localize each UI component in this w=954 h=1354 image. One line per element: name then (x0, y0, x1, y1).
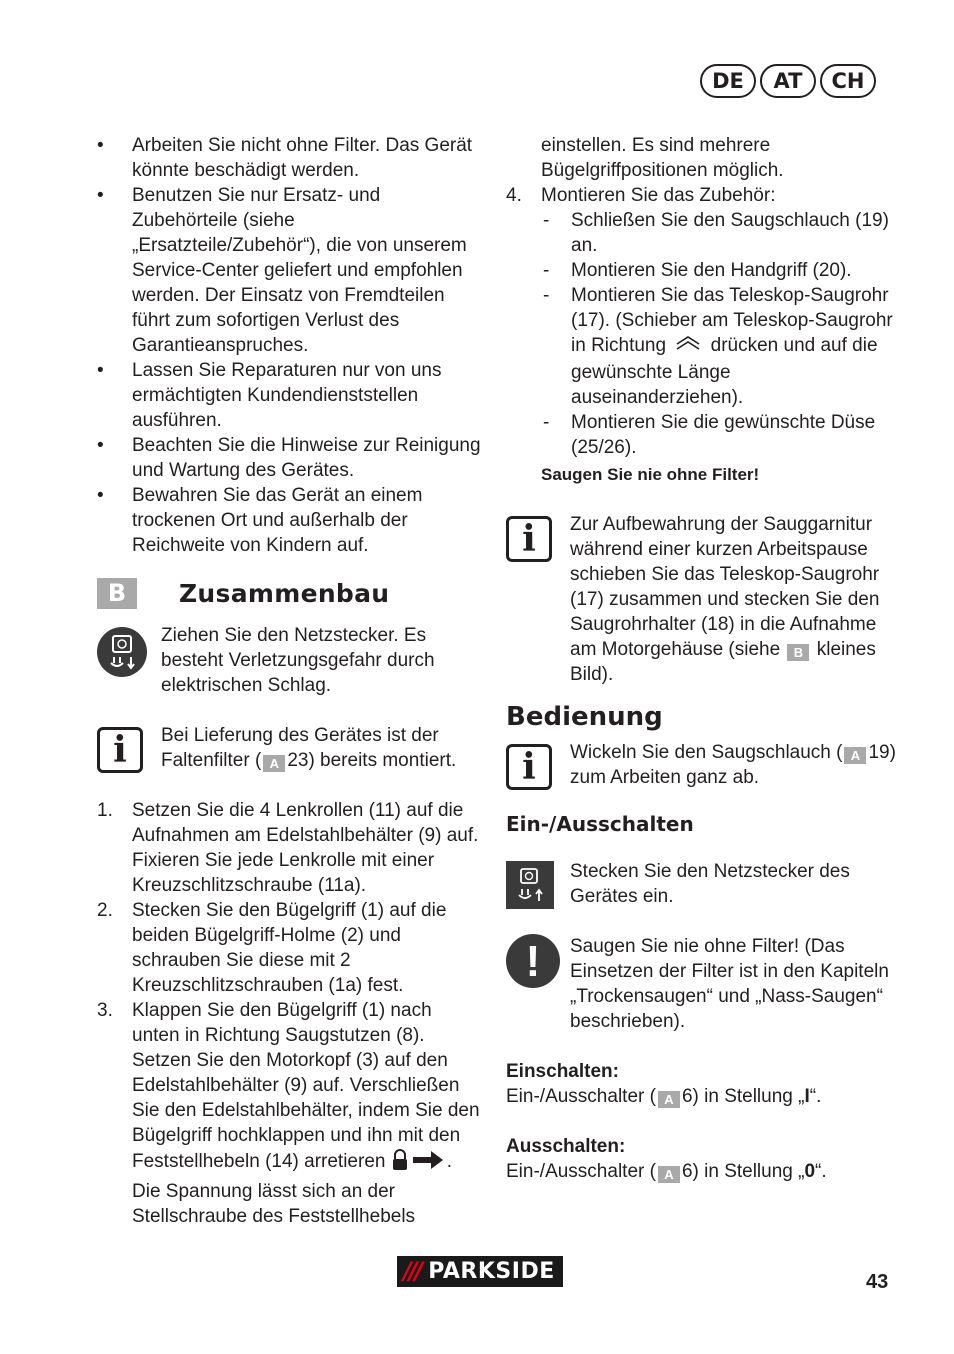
figure-ref-badge: A (844, 747, 866, 764)
bullet-item: • Lassen Sie Reparaturen nur von uns ermächtigten Kundendienststellen ausführen. (97, 358, 482, 433)
bullet-item: • Bewahren Sie das Gerät an einem trockenen Ort und außerhalb der Reichweite von Kindern auf. (97, 483, 482, 558)
info-note-hose (506, 740, 901, 790)
section-heading-assembly (97, 578, 482, 609)
step-text: Setzen Sie die 4 Lenkrollen (11) auf die Aufnahmen am Edelstahlbehälter (9) auf. Fixieren Sie jede Lenkrolle mit einer Kreuzschlitzschraube (11a). (132, 800, 479, 896)
info-text-tail: 23) bereits montiert. (287, 750, 457, 771)
exclamation-icon: ! (506, 934, 560, 988)
substep-text-tail: drücken und auf die gewünschte Länge auseinanderziehen). (571, 335, 878, 408)
lang-tag-de: DE (700, 64, 756, 98)
parkside-logo (397, 1256, 597, 1287)
plug-in-icon (506, 861, 554, 909)
plug-in-text: Stecken Sie den Netzstecker des Gerätes ein. (570, 861, 850, 907)
assembly-steps (97, 798, 482, 1229)
assembly-steps-cont (506, 183, 901, 487)
step-number: 3. (97, 1000, 113, 1021)
info-text-tail: kleines Bild). (570, 639, 876, 685)
language-tags (700, 64, 876, 98)
bullet-item: • Benutzen Sie nur Ersatz- und Zubehörteile (siehe „Ersatzteile/Zubehör“), die von unserem Service-Center geliefert und empfohlen werden. Der Einsatz von Fremdteilen führt zum sofortigen Verlust des Garantieanspruches. (97, 183, 482, 358)
substep-item: - Schließen Sie den Saugschlauch (19) an. (541, 208, 901, 258)
unplug-text: Ziehen Sie den Netzstecker. Es besteht Verletzungsgefahr durch elektrischen Schlag. (161, 625, 435, 696)
info-text-tail: 19) zum Arbeiten ganz ab. (570, 742, 896, 788)
step-item (97, 998, 482, 1229)
warning-text: Saugen Sie nie ohne Filter! (Das Einsetzen der Filter ist in den Kapiteln „Trockensaugen“ und „Nass-Saugen“ beschrieben). (570, 936, 889, 1032)
left-column (97, 133, 482, 1229)
figure-ref-badge: A (658, 1166, 680, 1183)
lock-arrow-icon (391, 1148, 447, 1179)
switch-off-label: Ausschalten: (506, 1136, 626, 1157)
substep-item: - Montieren Sie den Handgriff (20). (541, 258, 901, 283)
step-item (97, 798, 482, 898)
section-title: Zusammenbau (179, 579, 390, 608)
accessory-substeps (541, 208, 901, 460)
bullet-item: • Beachten Sie die Hinweise zur Reinigung und Wartung des Gerätes. (97, 433, 482, 483)
info-text: Bei Lieferung des Gerätes ist der Faltenfilter ( (161, 725, 439, 771)
substep-item (541, 283, 901, 410)
step-item (97, 898, 482, 998)
switch-on-label: Einschalten: (506, 1061, 619, 1082)
section-letter-badge: B (97, 578, 137, 609)
switch-off-position: 0 (804, 1161, 816, 1182)
right-column (506, 133, 901, 1184)
figure-ref-badge: A (658, 1091, 680, 1108)
info-icon: i (506, 744, 552, 790)
safety-bullet-list (97, 133, 482, 558)
unplug-icon (97, 627, 147, 677)
plug-in-note (506, 859, 901, 909)
figure-ref-badge: B (787, 644, 809, 661)
step-item (506, 183, 901, 487)
switch-off-text-end: “. (815, 1161, 827, 1182)
switch-on-text-end: “. (809, 1086, 822, 1107)
unplug-note (97, 623, 482, 698)
step-text: Montieren Sie das Zubehör: (541, 185, 776, 206)
switch-on-position: I (804, 1086, 810, 1107)
double-chevron-up-icon (675, 335, 701, 360)
step-text-tail: . Die Spannung lässt sich an der Stellschraube des Feststellhebels (132, 1151, 453, 1227)
switch-on-block (506, 1059, 901, 1109)
info-note-storage (506, 512, 901, 687)
warning-note (506, 934, 901, 1034)
substep-item: - Montieren Sie die gewünschte Düse (25/26). (541, 410, 901, 460)
logo-stripes: /// (403, 1257, 421, 1285)
info-text: Wickeln Sie den Saugschlauch ( (570, 742, 843, 763)
subsection-title-on-off: Ein-/Ausschalten (506, 812, 694, 836)
lang-tag-at: AT (760, 64, 816, 98)
step3-continuation: einstellen. Es sind mehrere Bügelgriffpositionen möglich. (541, 135, 784, 181)
bullet-item: • Arbeiten Sie nicht ohne Filter. Das Gerät könnte beschädigt werden. (97, 133, 482, 183)
figure-ref-badge: A (263, 755, 285, 772)
page-number: 43 (866, 1271, 889, 1293)
section-title-operation: Bedienung (506, 702, 663, 732)
info-note-filter (97, 723, 482, 773)
info-text: Zur Aufbewahrung der Sauggarnitur während einer kurzen Arbeitspause schieben Sie das Teleskop-Saugrohr (17) zusammen und stecken Sie den Saugrohrhalter (18) in die Aufnahme am Motorgehäuse (siehe (570, 514, 880, 660)
step-number: 4. (506, 185, 522, 206)
substep-text: Montieren Sie das Teleskop-Saugrohr (17). (Schieber am Teleskop-Saugrohr in Richtung (571, 285, 893, 356)
switch-on-text-mid: 6) in Stellung „ (681, 1086, 805, 1107)
info-icon: i (506, 516, 552, 562)
logo-text: PARKSIDE (428, 1259, 555, 1284)
switch-on-text: Ein-/Ausschalter ( (506, 1086, 656, 1107)
switch-off-block (506, 1134, 901, 1184)
step-number: 2. (97, 900, 113, 921)
step-text: Klappen Sie den Bügelgriff (1) nach unten in Richtung Saugstutzen (8). Setzen Sie den Motorkopf (3) auf den Edelstahlbehälter (9) auf. Verschließen Sie den Edelstahlbehälter, indem Sie den Bügelgriff hochklappen und ihn mit den Feststellhebeln (14) arretieren (132, 1000, 480, 1172)
step-number: 1. (97, 800, 113, 821)
switch-off-text: Ein-/Ausschalter ( (506, 1161, 656, 1182)
info-icon: i (97, 727, 143, 773)
step-text: Stecken Sie den Bügelgriff (1) auf die beiden Bügelgriff-Holme (2) und schrauben Sie diese mit 2 Kreuzschlitzschrauben (1a) fest. (132, 900, 447, 996)
switch-off-text-mid: 6) in Stellung „ (681, 1161, 805, 1182)
no-filter-warning-bold: Saugen Sie nie ohne Filter! (541, 465, 760, 484)
lang-tag-ch: CH (820, 64, 876, 98)
